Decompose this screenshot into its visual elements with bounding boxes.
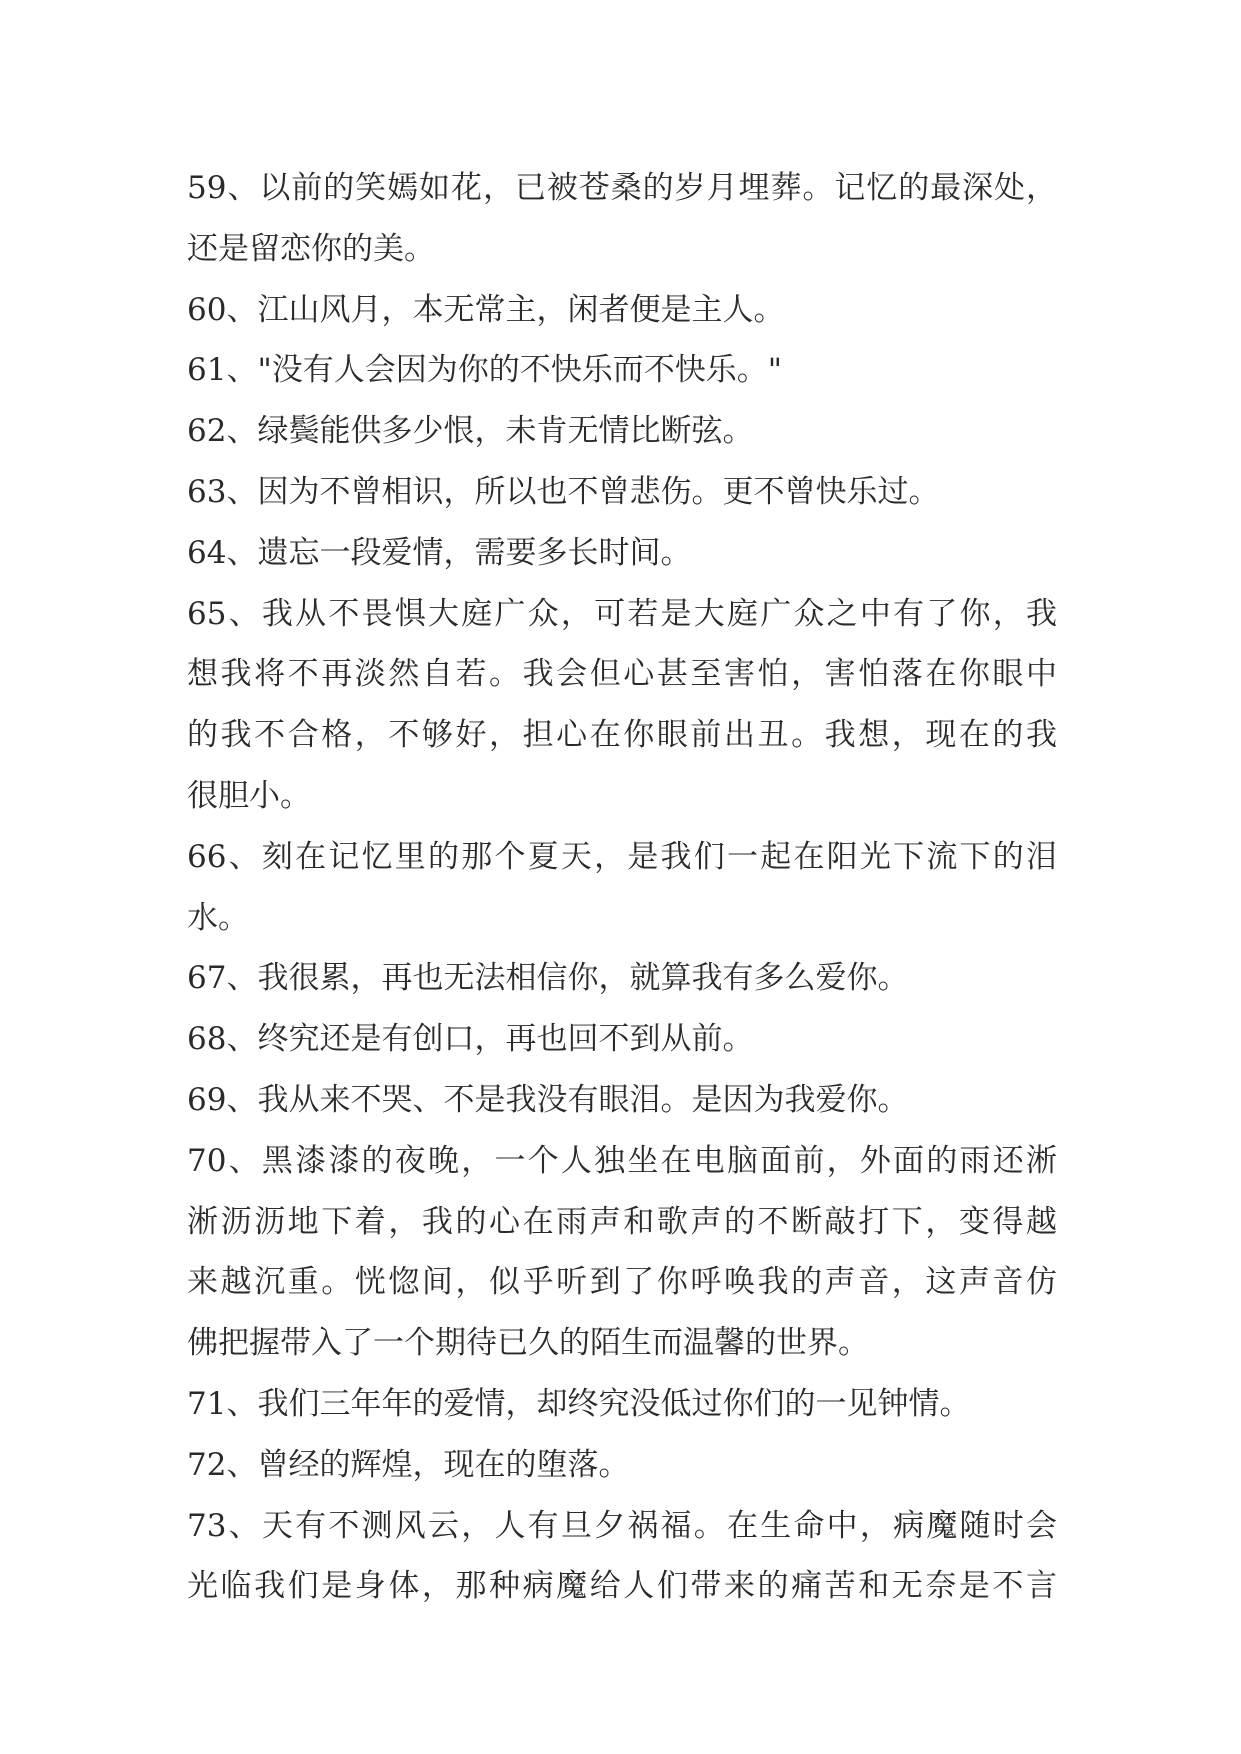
text-line: 59、以前的笑嫣如花，已被苍桑的岁月埋葬。记忆的最深处， (187, 170, 1057, 206)
text-line: 来越沉重。恍惚间，似乎听到了你呼唤我的声音，这声音仿 (187, 1264, 1057, 1301)
text-line: 62、绿鬓能供多少恨，未肯无情比断弦。 (187, 413, 754, 450)
text-line: 佛把握带入了一个期待已久的陌生而温馨的世界。 (187, 1325, 869, 1362)
text-line: 光临我们是身体，那种病魔给人们带来的痛苦和无奈是不言 (187, 1568, 1057, 1605)
text-line: 想我将不再淡然自若。我会但心甚至害怕，害怕落在你眼中 (187, 656, 1057, 693)
text-line: 72、曾经的辉煌，现在的堕落。 (187, 1446, 630, 1483)
text-line: 70、黑漆漆的夜晚，一个人独坐在电脑面前，外面的雨还淅 (187, 1142, 1057, 1179)
document-body (187, 158, 1057, 1617)
text-line: 水。 (187, 899, 249, 936)
text-line: 71、我们三年年的爱情，却终究没低过你们的一见钟情。 (187, 1385, 971, 1422)
text-line: 66、刻在记忆里的那个夏天，是我们一起在阳光下流下的泪 (187, 838, 1057, 875)
text-line: 很胆小。 (187, 777, 311, 814)
text-line: 73、天有不测风云，人有旦夕祸福。在生命中，病魔随时会 (187, 1507, 1057, 1544)
text-line: 69、我从来不哭、不是我没有眼泪。是因为我爱你。 (187, 1081, 909, 1118)
text-line: 64、遗忘一段爱情，需要多长时间。 (187, 534, 692, 571)
text-line: 68、终究还是有创口，再也回不到从前。 (187, 1021, 754, 1058)
text-line: 61、"没有人会因为你的不快乐而不快乐。" (187, 352, 782, 389)
text-line: 67、我很累，再也无法相信你，就算我有多么爱你。 (187, 960, 909, 997)
text-line: 63、因为不曾相识，所以也不曾悲伤。更不曾快乐过。 (187, 473, 940, 510)
text-line: 60、江山风月，本无常主，闲者便是主人。 (187, 291, 785, 328)
text-line: 65、我从不畏惧大庭广众，可若是大庭广众之中有了你，我 (187, 595, 1057, 632)
text-line: 的我不合格，不够好，担心在你眼前出丑。我想，现在的我 (187, 717, 1057, 754)
text-line: 淅沥沥地下着，我的心在雨声和歌声的不断敲打下，变得越 (187, 1203, 1057, 1240)
text-line: 还是留恋你的美。 (187, 230, 435, 267)
